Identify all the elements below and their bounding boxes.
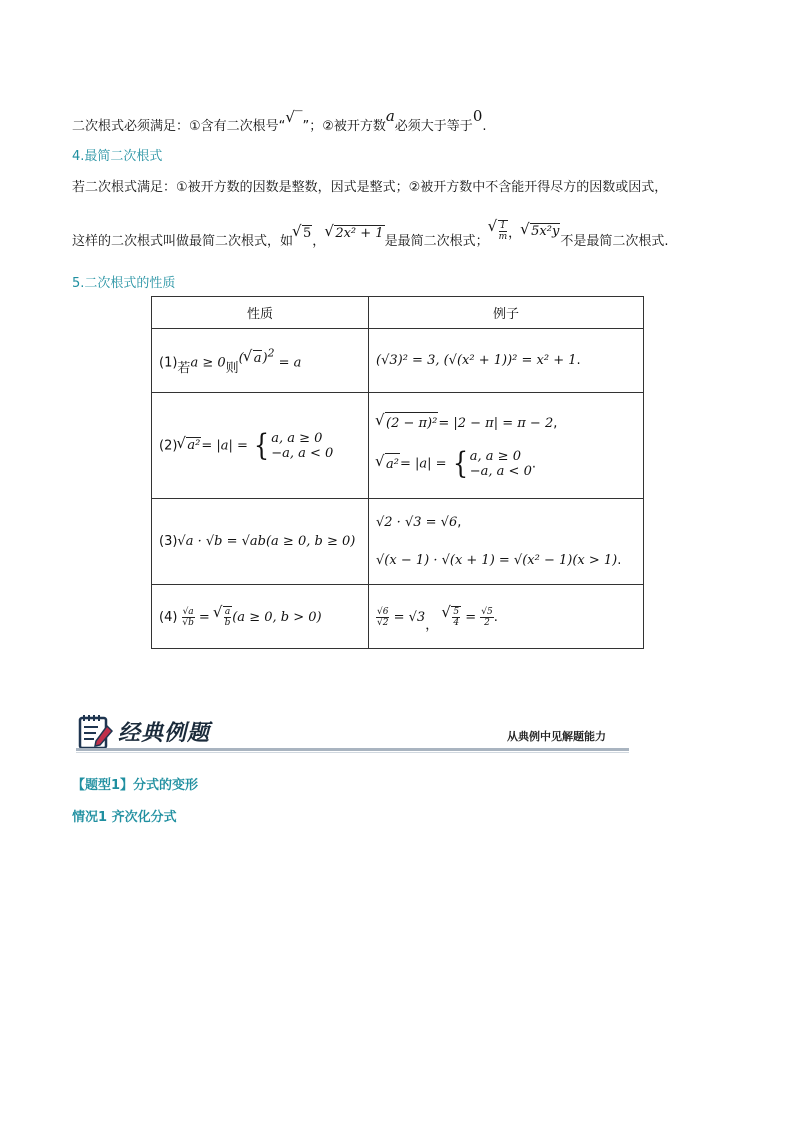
- section-5-heading: 5.二次根式的性质: [72, 276, 176, 291]
- line2-text-c: 不是最简二次根式.: [560, 234, 669, 249]
- example-cell: √2 · √3 = √6, √(x − 1) · √(x + 1) = √(x² − 1)(x > 1).: [369, 499, 644, 585]
- intro-text-1: 二次根式必须满足：①含有二次根号“: [72, 119, 286, 134]
- separator: ，: [508, 226, 522, 241]
- comma: ，: [312, 234, 326, 249]
- section-4-heading: 4.最简二次根式: [72, 149, 163, 164]
- zero-value: 0: [472, 107, 483, 125]
- sqrt-2x2-plus-1: √ 2x² + 1: [325, 225, 384, 241]
- property-cell: (1)若a ≥ 0则(√ a)$^2$ = a: [152, 329, 369, 393]
- intro-end: .: [482, 119, 487, 134]
- table-row: [152, 585, 644, 649]
- table-row: [152, 329, 644, 393]
- banner-divider: [76, 748, 629, 751]
- intro-line: [72, 107, 487, 134]
- property-cell: (4) $\frac{√a}{√b}$ = √ $\frac{a}{b}$ (a ≥ 0, b > 0): [152, 585, 369, 649]
- sqrt-1-over-m: √ $\frac{1}{m}$: [489, 220, 509, 242]
- section-4-line-2: [72, 221, 669, 252]
- property-cell: (3)√a · √b = √ab(a ≥ 0, b ≥ 0): [152, 499, 369, 585]
- table-row: [152, 393, 644, 499]
- example-cell: (√3)² = 3, (√(x² + 1))² = x² + 1.: [369, 329, 644, 393]
- line2-text-a: 这样的二次根式叫做最简二次根式，如: [72, 234, 294, 249]
- notebook-pencil-icon: [76, 712, 116, 752]
- banner-title: 经典例题: [118, 720, 211, 746]
- table-row: [152, 499, 644, 585]
- intro-text-2: ”；②被开方数: [302, 119, 386, 134]
- section-4-line-1: 若二次根式满足：①被开方数的因数是整数，因式是整式；②被开方数中不含能开得尽方的因数或因式，: [72, 180, 668, 195]
- example-cell: √ (2 − π)²= |2 − π| = π − 2, √ a²= |a| = { a, a ≥ 0 −a, a < 0 .: [369, 393, 644, 499]
- banner-divider-thin: [76, 752, 629, 753]
- intro-text-3: 必须大于等于: [394, 119, 473, 134]
- header-example: 例子: [369, 297, 644, 329]
- banner-tagline: 从典例中见解题能力: [507, 730, 606, 743]
- property-cell: (2)√ a²= |a| = { a, a ≥ 0 −a, a < 0: [152, 393, 369, 499]
- sqrt-5: √ 5: [293, 225, 312, 241]
- properties-table: [151, 296, 644, 649]
- radical-sign-symbol: √‾: [285, 108, 303, 126]
- example-cell: $\frac{√6}{√2}$ = √3， √ $\frac{5}{4}$ = $\frac{√5}{2}$ .: [369, 585, 644, 649]
- problem-type-label: 【题型1】分式的变形: [72, 778, 199, 793]
- variable-a: a: [385, 107, 395, 125]
- line2-text-b: 是最简二次根式；: [384, 234, 489, 249]
- problem-case-label: 情况1 齐次化分式: [72, 810, 177, 825]
- header-property: 性质: [152, 297, 369, 329]
- sqrt-5x2y: √ 5x²y: [521, 223, 560, 239]
